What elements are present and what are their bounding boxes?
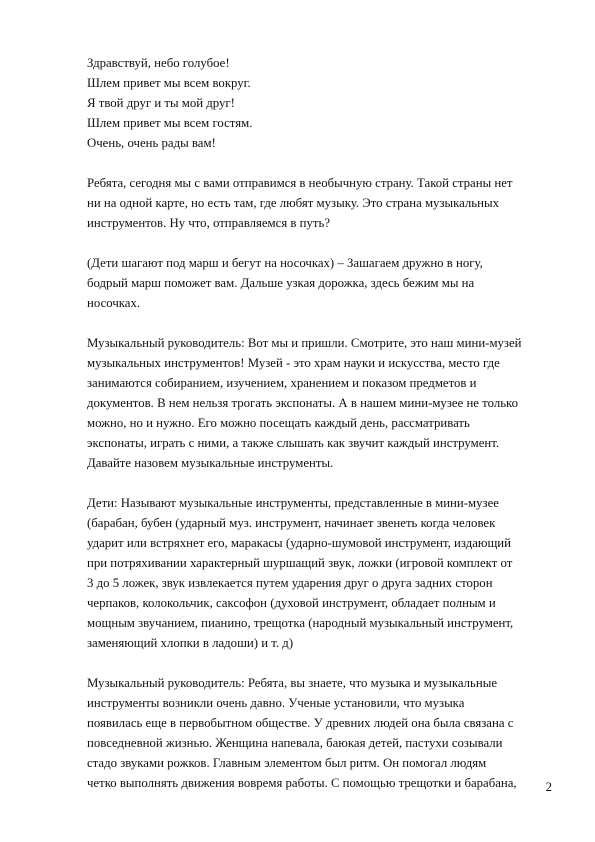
text-line: ни на одной карте, но есть там, где любят музыку. Это страна музыкальных <box>87 196 499 210</box>
text-line: повседневной жизнью. Женщина напевала, баюкая детей, пастухи созывали <box>87 736 503 750</box>
text-line: Давайте назовем музыкальные инструменты. <box>87 456 334 470</box>
text-line: Ребята, сегодня мы с вами отправимся в необычную страну. Такой страны нет <box>87 176 513 190</box>
paragraph-gap <box>87 313 557 333</box>
text-line: ударит или встряхнет его, маракасы (ударно-шумовой инструмент, издающий <box>87 536 512 550</box>
text-line: мощным звучанием, пианино, трещотка (народный музыкальный инструмент, <box>87 616 514 630</box>
text-line: черпаков, колокольчик, саксофон (духовой инструмент, обладает полным и <box>87 596 496 610</box>
paragraph-instruments <box>87 493 557 653</box>
text-line: четко выполнять движения вовремя работы. С помощью трещотки и барабана, <box>87 776 517 790</box>
text-line: занимаются собиранием, изучением, хранением и показом предметов и <box>87 376 477 390</box>
paragraph-gap <box>87 473 557 493</box>
paragraph-intro <box>87 173 557 233</box>
text-line: (Дети шагают под марш и бегут на носочках) – Зашагаем дружно в ногу, <box>87 256 483 270</box>
text-line: инструменты возникли очень давно. Ученые установили, что музыка <box>87 696 465 710</box>
text-line: можно, но и нужно. Его можно посещать каждый день, рассматривать <box>87 416 470 430</box>
text-line: носочках. <box>87 296 141 310</box>
text-line: экспонаты, играть с ними, а также слышать как звучит каждый инструмент. <box>87 436 500 450</box>
paragraph-museum <box>87 333 557 473</box>
text-line: бодрый марш поможет вам. Дальше узкая дорожка, здесь бежим мы на <box>87 276 475 290</box>
text-line: Дети: Называют музыкальные инструменты, представленные в мини-музее <box>87 496 499 510</box>
poem <box>87 53 557 153</box>
poem-line: Очень, очень рады вам! <box>87 136 216 150</box>
poem-line: Шлем привет мы всем вокруг. <box>87 76 251 90</box>
paragraph-gap <box>87 153 557 173</box>
poem-line: Я твой друг и ты мой друг! <box>87 96 235 110</box>
text-line: инструментов. Ну что, отправляемся в путь? <box>87 216 331 230</box>
paragraph-gap <box>87 233 557 253</box>
text-line: Музыкальный руководитель: Ребята, вы знаете, что музыка и музыкальные <box>87 676 498 690</box>
poem-line: Шлем привет мы всем гостям. <box>87 116 253 130</box>
poem-line: Здравствуй, небо голубое! <box>87 56 230 70</box>
text-line: музыкальных инструментов! Музей - это храм науки и искусства, место где <box>87 356 500 370</box>
text-line: (барабан, бубен (ударный муз. инструмент, начинает звенеть когда человек <box>87 516 496 530</box>
text-line: документов. В нем нельзя трогать экспонаты. А в нашем мини-музее не только <box>87 396 519 410</box>
document-body <box>87 53 557 793</box>
text-line: появилась еще в первобытном обществе. У древних людей она была связана с <box>87 716 514 730</box>
paragraph-gap <box>87 653 557 673</box>
text-line: при потряхивании характерный шуршащий звук, ложки (игровой комплект от <box>87 556 513 570</box>
page-number: 2 <box>545 780 552 794</box>
paragraph-march <box>87 253 557 313</box>
text-line: заменяющий хлопки в ладоши) и т. д) <box>87 636 294 650</box>
text-line: стадо звуками рожков. Главным элементом был ритм. Он помогал людям <box>87 756 487 770</box>
paragraph-history <box>87 673 557 793</box>
text-line: 3 до 5 ложек, звук извлекается путем ударения друг о друга задних сторон <box>87 576 493 590</box>
text-line: Музыкальный руководитель: Вот мы и пришли. Смотрите, это наш мини-музей <box>87 336 522 350</box>
